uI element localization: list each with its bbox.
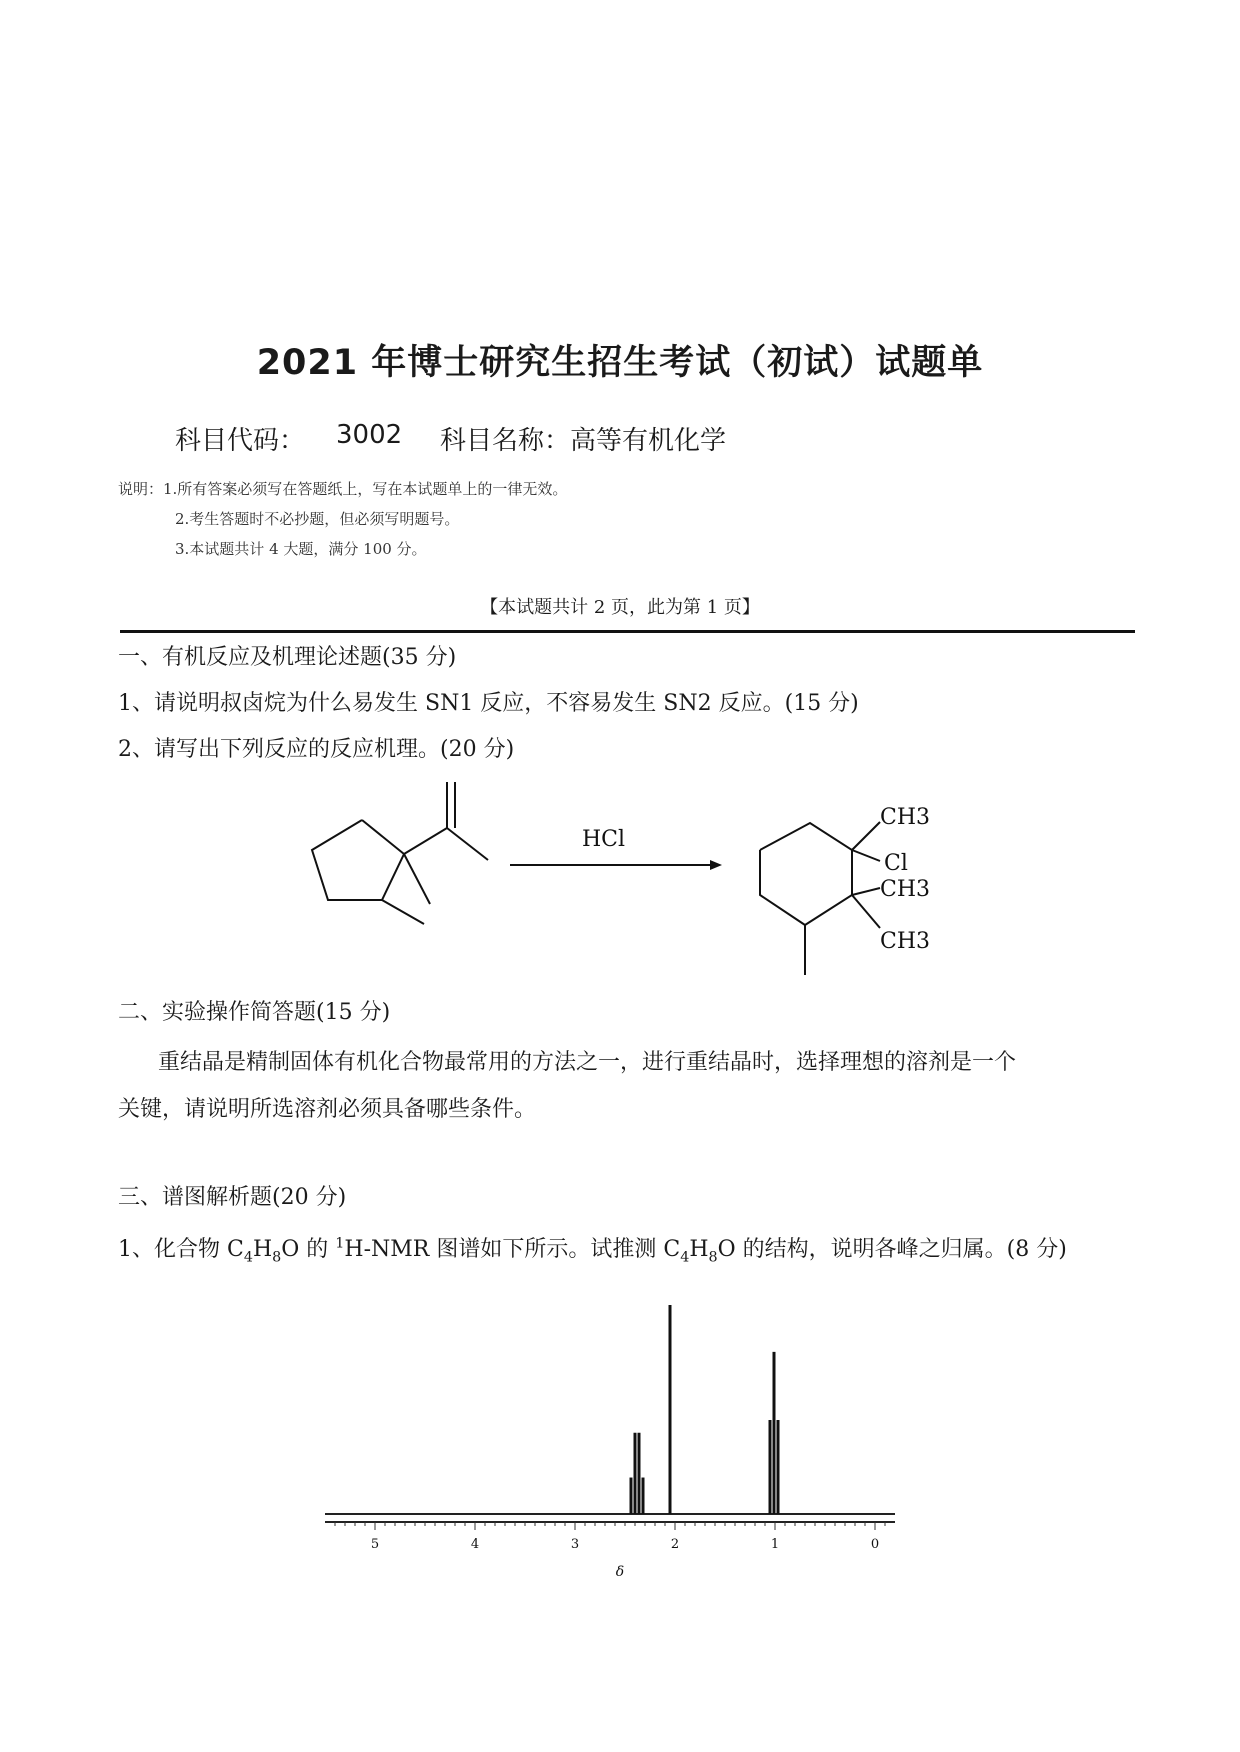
section-1-heading: 一、有机反应及机理论述题(35 分) — [118, 645, 457, 670]
note-2: 2.考生答题时不必抄题，但必须写明题号。 — [175, 510, 460, 528]
section-3-heading: 三、谱图解析题(20 分) — [118, 1185, 347, 1210]
note-3: 3.本试题共计 4 大题，满分 100 分。 — [175, 540, 427, 558]
subject-name: 高等有机化学 — [570, 426, 727, 456]
product-label-ch3-bottom: CH3 — [880, 929, 931, 954]
nmr-tick-label: 2 — [670, 1537, 680, 1552]
reactant-structure — [312, 782, 488, 924]
nmr-tick-label: 0 — [870, 1537, 880, 1552]
formula-c4h8o: $C_4H_8O$ — [663, 1237, 736, 1266]
nmr-x-axis-label: δ — [615, 1564, 625, 1580]
section-1-question-2: 2、请写出下列反应的反应机理。(20 分) — [118, 737, 515, 762]
product-label-ch3-mid: CH3 — [880, 877, 931, 902]
product-structure — [760, 822, 880, 975]
nmr-tick-label: 1 — [770, 1537, 780, 1552]
product-label-cl: Cl — [884, 851, 908, 876]
section-2-heading: 二、实验操作简答题(15 分) — [118, 1000, 391, 1025]
section-2-text-line-1: 重结晶是精制固体有机化合物最常用的方法之一，进行重结晶时，选择理想的溶剂是一个 — [158, 1050, 1017, 1075]
exam-title: 2021 年博士研究生招生考试（初试）试题单 — [256, 343, 984, 383]
nmr-tick-label: 5 — [370, 1537, 380, 1552]
subject-code: 3002 — [336, 420, 403, 450]
nmr-tick-label: 4 — [470, 1537, 480, 1552]
subject-name-label: 科目名称： — [440, 426, 571, 456]
note-1: 说明：1.所有答案必须写在答题纸上，写在本试题单上的一律无效。 — [118, 480, 568, 498]
formula-c4h8o: $C_4H_8O$ — [227, 1237, 300, 1266]
section-2-text-line-2: 关键，请说明所选溶剂必须具备哪些条件。 — [118, 1097, 537, 1122]
reaction-arrow-head — [710, 860, 722, 870]
page-info: 【本试题共计 2 页，此为第 1 页】 — [480, 597, 760, 618]
nmr-tick-label: 3 — [570, 1537, 580, 1552]
subject-code-label: 科目代码： — [175, 426, 306, 456]
section-1-question-1: 1、请说明叔卤烷为什么易发生 SN1 反应，不容易发生 SN2 反应。(15 分) — [118, 691, 859, 716]
reagent-label: HCl — [582, 827, 626, 852]
section-3-question-1: 1、化合物 $C_4H_8O$ 的 $^1$H-NMR 图谱如下所示。试推测 $C_4H_8O$ 的结构，说明各峰之归属。(8 分) — [118, 1235, 1067, 1266]
nmr-spectrum — [0, 1290, 1240, 1590]
product-label-ch3-top: CH3 — [880, 805, 931, 830]
